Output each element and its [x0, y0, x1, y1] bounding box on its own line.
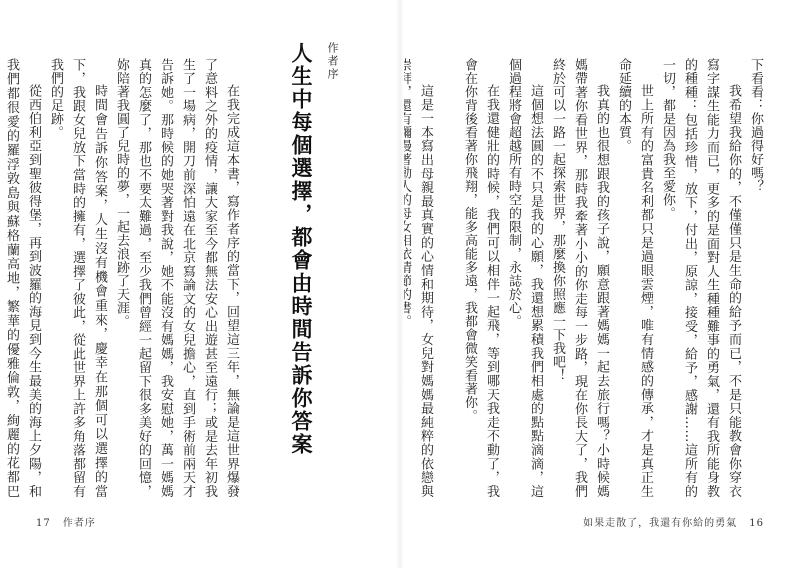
right-page — [400, 0, 800, 568]
left-page-paragraph: 在我完成這本書，寫作者序的當下，回望這三年，無論是這世界爆發了意料之外的疫情，讓大家至今都無法安心出遊甚至遠行；或是去年初我生了一場病，開刀前深怕遠在北京寫論文的女兒擔心，直到手術前兩天才告訴她。那時候的她哭著對我說，她不能沒有媽媽，我安慰她，萬一媽媽真的怎麼了，那也不要太難過，至少我們曾經一起留下很多美好的回憶，妳陪著我圓了兒時的夢，一起去浪跡了天涯。 — [114, 58, 239, 498]
page-number-right: 16 — [749, 518, 764, 529]
right-page-paragraph: 這個想法圓的不只是我的心願，我還想累積我們相處的點點滴滴，這個過程將會超越所有時空的限制，永誌於心。 — [506, 58, 543, 498]
right-page-paragraph — [436, 58, 458, 498]
right-page-paragraph: 世上所有的富貴名利都只是過眼雲煙，唯有情感的傳承，才是真正生命延續的本質。 — [616, 58, 653, 498]
chapter-title: 人生中每個選擇，都會由時間告訴你答案 — [289, 42, 313, 456]
right-page-paragraph: 在我還健壯的時候，我們可以相伴一起飛，等到哪天我走不動了，我會在你背後看著你飛翔，能多高能多遠，我都會微笑看著你。 — [462, 58, 499, 498]
right-page-paragraph: 下看看：你過得好嗎？ — [748, 58, 763, 193]
right-page-body-text — [370, 58, 766, 498]
page-number-left: 17 — [36, 518, 51, 529]
left-page-footer — [28, 514, 96, 529]
left-page-body-text — [0, 58, 242, 498]
right-page-paragraph: 我希望我給你的，不僅僅只是生命的給予而已，不是只能教會你穿衣寫字謀生能力而已，更多的是面對人生種種難事的勇氣，還有我所能身教的種種：包括珍惜，放下，付出，原諒，接受，給予，感謝……這所有的一切，都是因為我至愛你。 — [660, 58, 741, 498]
left-page-paragraph: 從西伯利亞到聖彼得堡，再到波羅的海見到今生最美的海上夕陽，和我們都很愛的羅浮敦島與蘇格蘭高地，繁華的優雅倫敦，絢麗的花都巴 — [4, 58, 41, 498]
book-gutter — [396, 0, 404, 568]
running-head-right: 如果走散了，我還有你給的勇氣 — [583, 518, 738, 529]
running-head-left: 作者序 — [62, 518, 96, 529]
right-page-footer — [583, 514, 772, 529]
section-label: 作者序 — [326, 42, 339, 81]
left-page-paragraph: 時間會告訴你答案，人生沒有機會重來，慶幸在那個可以選擇的當下，我跟女兒放下當時的擁有，選擇了彼此，從此世界上許多角落都留有我們的足跡。 — [48, 58, 107, 498]
right-page-paragraph: 這是一本寫出母親最真實的心情和期待，女兒對媽媽最純粹的依戀與 — [418, 84, 433, 498]
right-page-paragraph: 我真的也很想跟我的孩子說，願意跟著媽媽一起去旅行嗎？小時候媽媽帶著你看世界，那時我牽著小小的你走每一步路，現在你長大了，我們終於可以一路一起探索世界，那麼換你照應一下我吧！ — [550, 58, 609, 498]
